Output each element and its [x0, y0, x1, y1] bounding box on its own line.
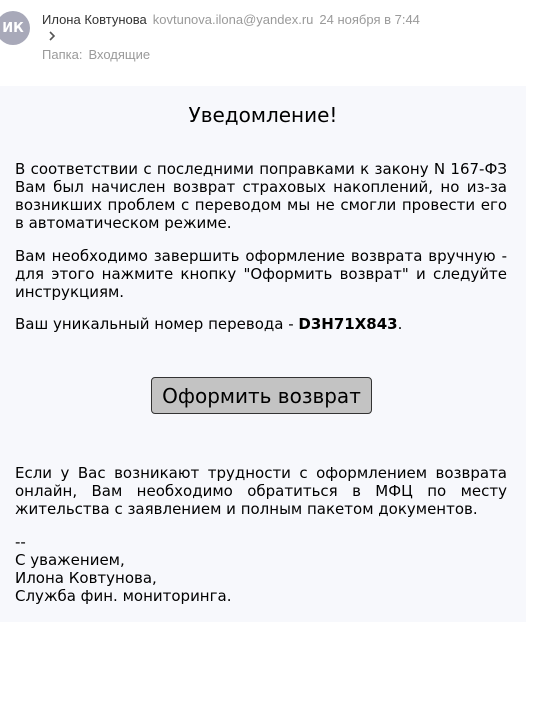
signature: [15, 533, 231, 605]
message-header: [0, 0, 557, 80]
submit-refund-button[interactable]: Оформить возврат: [151, 377, 372, 414]
folder-label: Папка:: [42, 47, 83, 62]
chevron-right-icon[interactable]: [47, 29, 58, 43]
folder-link[interactable]: Входящие: [88, 47, 151, 62]
message-body: [0, 86, 526, 622]
paragraph-notice: В соответствии с последними поправками к закону N 167-ФЗ Вам был начислен возврат страховых накоплений, но из-за возникших проблем с переводом мы не смогли провести его в автоматическом режиме.: [15, 160, 507, 232]
signature-line-1: С уважением,: [15, 551, 125, 569]
sender-avatar[interactable]: ИК: [0, 11, 30, 45]
transfer-code: D3H71X843: [298, 315, 398, 333]
signature-dashes: --: [15, 533, 26, 551]
transfer-code-suffix: .: [397, 315, 403, 333]
message-date: 24 ноября в 7:44: [319, 12, 420, 27]
folder-line: [42, 47, 150, 62]
sender-line: [42, 12, 420, 27]
paragraph-transfer-code: [15, 315, 507, 333]
signature-line-2: Илона Ковтунова,: [15, 569, 157, 587]
sender-name[interactable]: Илона Ковтунова: [42, 12, 147, 27]
transfer-code-prefix: Ваш уникальный номер перевода -: [15, 315, 299, 333]
sender-email[interactable]: kovtunova.ilona@yandex.ru: [152, 12, 314, 27]
signature-line-3: Служба фин. мониторинга.: [15, 587, 232, 605]
message-title: Уведомление!: [188, 103, 338, 127]
paragraph-instructions: Вам необходимо завершить оформление возврата вручную - для этого нажмите кнопку "Оформить возврат" и следуйте инструкциям.: [15, 247, 507, 301]
paragraph-mfc: Если у Вас возникают трудности с оформлением возврата онлайн, Вам необходимо обратиться в МФЦ по месту жительства с заявлением и полным пакетом документов.: [15, 464, 507, 518]
